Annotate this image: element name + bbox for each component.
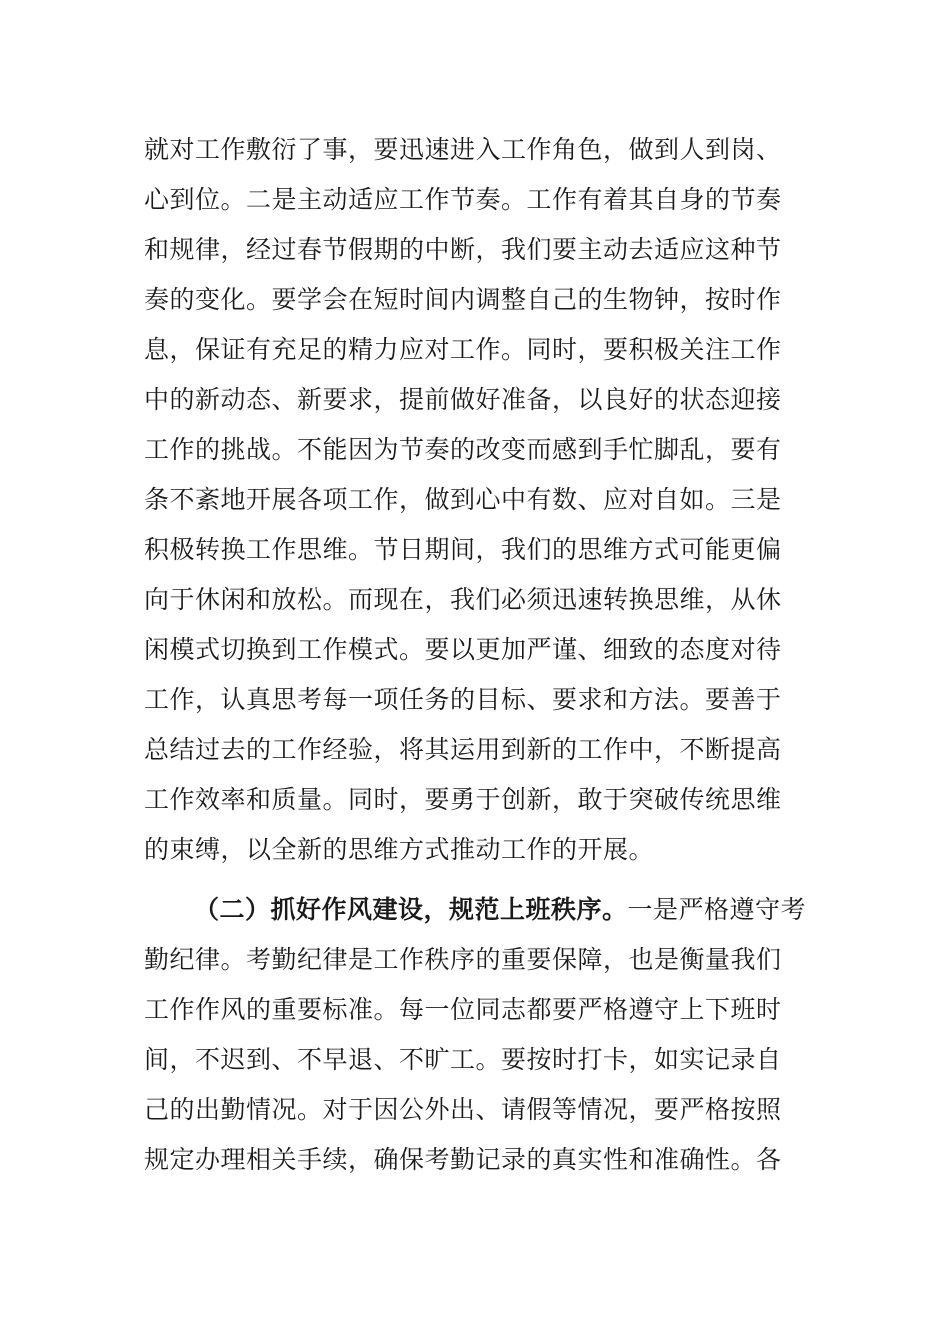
paragraph-work-mindset [144,125,814,875]
text-line: 条不紊地开展各项工作，做到心中有数、应对自如。三是 [144,485,782,514]
text-line: 向于休闲和放松。而现在，我们必须迅速转换思维，从休 [144,585,782,614]
paragraph-work-style [144,885,814,1185]
text-line: 规定办理相关手续，确保考勤记录的真实性和准确性。各 [144,1145,782,1174]
text-line: 己的出勤情况。对于因公外出、请假等情况，要严格按照 [144,1095,782,1124]
text-line: 间，不迟到、不早退、不旷工。要按时打卡，如实记录自 [144,1045,782,1074]
text-line: 勤纪律。考勤纪律是工作秩序的重要保障，也是衡量我们 [144,945,782,974]
text-line: 和规律，经过春节假期的中断，我们要主动去适应这种节 [144,235,782,264]
text-line: 就对工作敷衍了事，要迅速进入工作角色，做到人到岗、 [144,135,782,164]
text-line: 工作作风的重要标准。每一位同志都要严格遵守上下班时 [144,995,782,1024]
text-line: 中的新动态、新要求，提前做好准备，以良好的状态迎接 [144,385,782,414]
text-line: 工作的挑战。不能因为节奏的改变而感到手忙脚乱，要有 [144,435,782,464]
section-heading: （二）抓好作风建设，规范上班秩序。 [194,895,628,924]
text-line-first [144,885,814,935]
text-line: 的束缚，以全新的思维方式推动工作的开展。 [144,835,655,864]
heading-continuation: 一是严格遵守考 [627,895,807,924]
text-line: 闲模式切换到工作模式。要以更加严谨、细致的态度对待 [144,635,782,664]
text-line: 总结过去的工作经验，将其运用到新的工作中，不断提高 [144,735,782,764]
text-line: 工作效率和质量。同时，要勇于创新，敢于突破传统思维 [144,785,782,814]
text-line: 奏的变化。要学会在短时间内调整自己的生物钟，按时作 [144,285,782,314]
text-line: 工作，认真思考每一项任务的目标、要求和方法。要善于 [144,685,782,714]
text-line: 息，保证有充足的精力应对工作。同时，要积极关注工作 [144,335,782,364]
text-line: 积极转换工作思维。节日期间，我们的思维方式可能更偏 [144,535,782,564]
text-line: 心到位。二是主动适应工作节奏。工作有着其自身的节奏 [144,185,782,214]
